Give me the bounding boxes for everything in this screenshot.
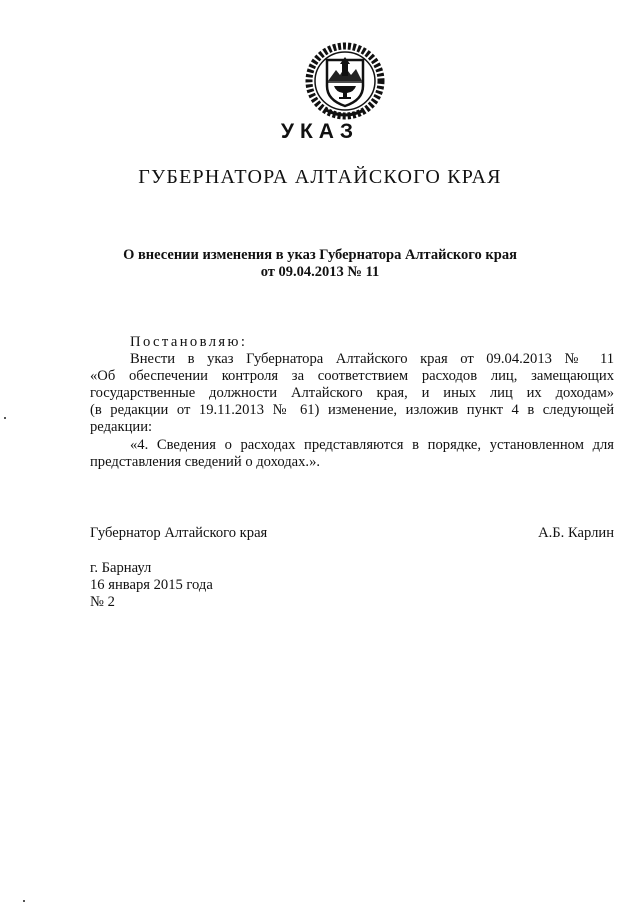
body-line: представления сведений о доходах.». <box>90 454 321 470</box>
subject-line-2: от 09.04.2013 № 11 <box>260 264 380 280</box>
body-line: редакции: <box>90 419 153 435</box>
document-issuer: ГУБЕРНАТОРА АЛТАЙСКОГО КРАЯ <box>138 166 502 188</box>
body-line: Внести в указ Губернатора Алтайского края от 09.04.2013 № 11 <box>130 351 614 367</box>
decree-word: Постановляю: <box>130 334 248 350</box>
body-line: государственные должности Алтайского края, и иных лиц их доходам» <box>90 385 614 401</box>
document-title: УКАЗ <box>280 120 360 143</box>
scan-speck <box>4 417 6 419</box>
body-line: «4. Сведения о расходах представляются в порядке, установленном для <box>130 437 614 453</box>
document-body <box>90 0 614 905</box>
issue-date: 16 января 2015 года <box>90 577 213 593</box>
body-line: «Об обеспечении контроля за соответствием расходов лиц, замещающих <box>90 368 614 384</box>
scan-speck <box>23 900 25 902</box>
signatory-position: Губернатор Алтайского края <box>90 525 268 541</box>
body-line: (в редакции от 19.11.2013 № 61) изменение, изложив пункт 4 в следующей <box>90 402 614 418</box>
subject-line-1: О внесении изменения в указ Губернатора Алтайского края <box>123 247 517 263</box>
signatory-name: А.Б. Карлин <box>538 525 614 541</box>
issue-city: г. Барнаул <box>90 560 152 576</box>
decree-number: № 2 <box>90 594 115 610</box>
